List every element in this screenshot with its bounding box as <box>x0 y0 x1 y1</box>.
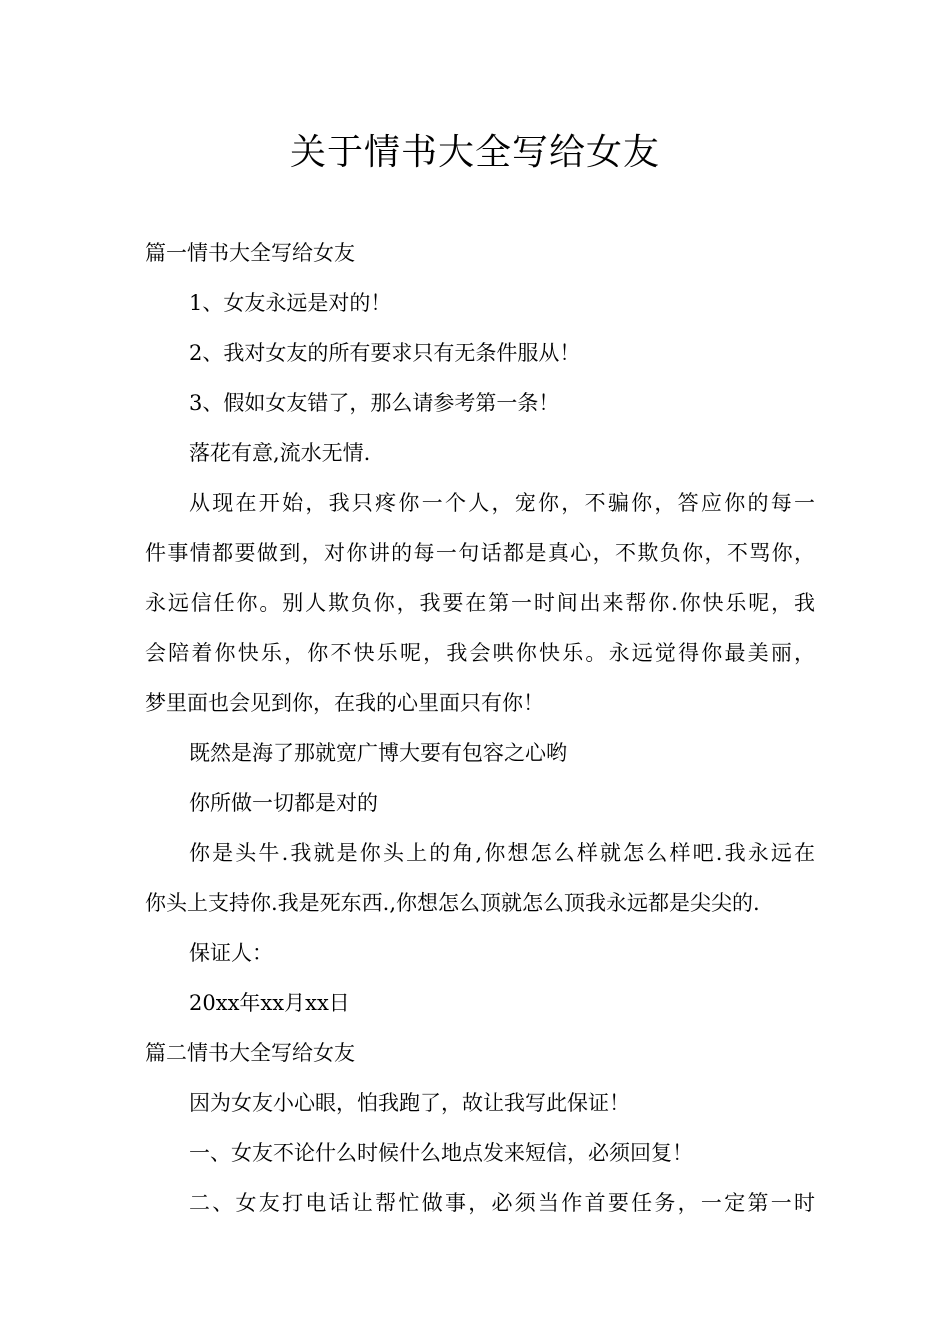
paragraph-line: 二、女友打电话让帮忙做事，必须当作首要任务，一定第一时 <box>189 1191 815 1215</box>
signature-label: 保证人： <box>189 941 273 965</box>
paragraph-line: 落花有意,流水无情. <box>189 441 371 465</box>
paragraph-line: 梦里面也会见到你，在我的心里面只有你！ <box>145 691 544 715</box>
paragraph-line: 从现在开始，我只疼你一个人，宠你，不骗你，答应你的每一 <box>189 491 815 515</box>
paragraph-line: 既然是海了那就宽广博大要有包容之心哟 <box>189 741 567 765</box>
page-title: 关于情书大全写给女友 <box>289 132 660 173</box>
paragraph-line: 永远信任你。别人欺负你，我要在第一时间出来帮你.你快乐呢，我 <box>145 591 815 615</box>
paragraph-line: 2、我对女友的所有要求只有无条件服从！ <box>189 341 581 365</box>
paragraph-line: 一、女友不论什么时候什么地点发来短信，必须回复！ <box>189 1141 693 1165</box>
document-body <box>145 228 815 1228</box>
paragraph-line: 你是头牛.我就是你头上的角,你想怎么样就怎么样吧.我永远在 <box>189 841 815 865</box>
paragraph-line: 因为女友小心眼，怕我跑了，故让我写此保证！ <box>189 1091 630 1115</box>
paragraph-line: 你所做一切都是对的 <box>189 791 378 815</box>
paragraph-line: 你头上支持你.我是死东西.,你想怎么顶就怎么顶我永远都是尖尖的. <box>145 891 760 915</box>
section-heading-2: 篇二情书大全写给女友 <box>145 1041 355 1065</box>
paragraph-line: 会陪着你快乐，你不快乐呢，我会哄你快乐。永远觉得你最美丽， <box>145 641 815 665</box>
paragraph-line: 件事情都要做到，对你讲的每一句话都是真心，不欺负你，不骂你， <box>145 541 815 565</box>
section-heading-1: 篇一情书大全写给女友 <box>145 241 355 265</box>
signature-date: 20xx年xx月xx日 <box>189 991 350 1015</box>
paragraph-line: 1、女友永远是对的！ <box>189 291 392 315</box>
paragraph-line: 3、假如女友错了，那么请参考第一条！ <box>189 391 560 415</box>
